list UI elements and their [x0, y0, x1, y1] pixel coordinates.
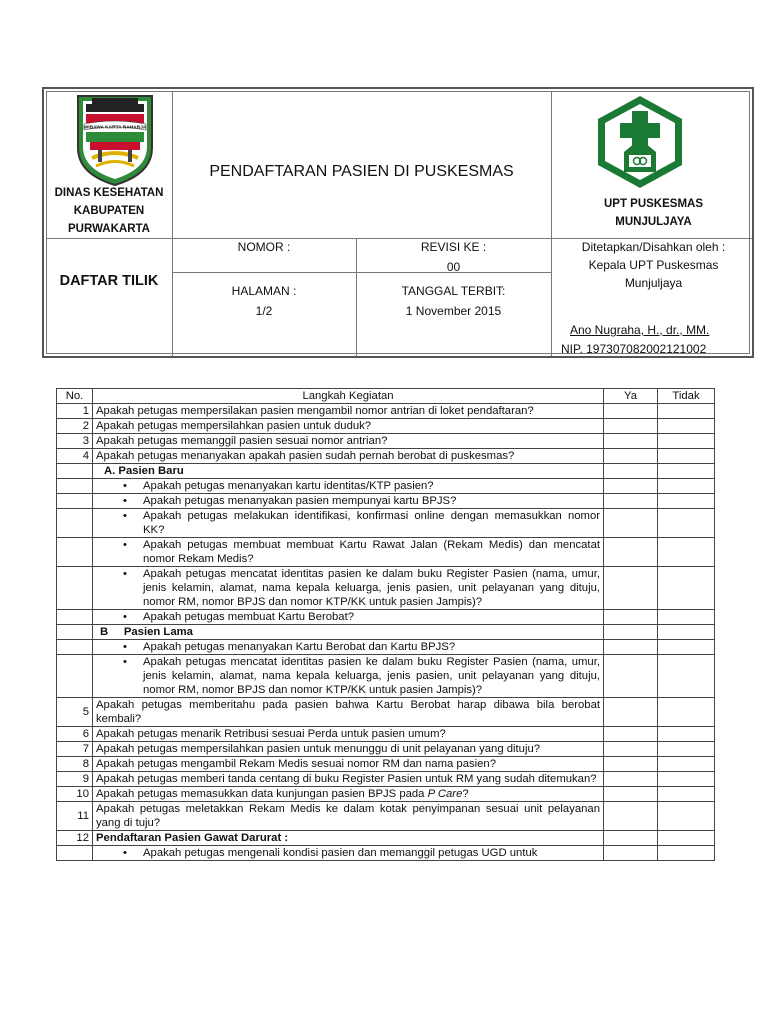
row-number — [57, 538, 93, 567]
ditetapkan-block — [551, 238, 756, 292]
row-activity — [93, 831, 604, 846]
daftar-tilik-label: DAFTAR TILIK — [59, 273, 159, 289]
revisi-value: 00 — [446, 260, 461, 274]
table-row — [57, 625, 715, 640]
tidak-cell[interactable] — [658, 655, 715, 698]
ya-cell[interactable] — [604, 434, 658, 449]
ya-cell[interactable] — [604, 509, 658, 538]
table-row — [57, 831, 715, 846]
row-activity — [93, 802, 604, 831]
row-activity-text: Apakah petugas mempersilahkan pasien untuk duduk? — [96, 420, 372, 432]
crest-ribbon-text: WIBAWA KARTA RAHARJA — [83, 125, 147, 131]
tidak-cell[interactable] — [658, 787, 715, 802]
tidak-cell[interactable] — [658, 464, 715, 479]
table-row — [57, 757, 715, 772]
ya-cell[interactable] — [604, 625, 658, 640]
table-row — [57, 479, 715, 494]
ditetapkan-line: Kepala UPT Puskesmas — [588, 258, 719, 272]
purwakarta-crest-icon — [72, 92, 158, 188]
tidak-cell[interactable] — [658, 727, 715, 742]
row-activity-text: Apakah petugas mempersilahkan pasien untuk menunggu di unit pelayanan yang dituju? — [96, 743, 541, 755]
row-number: 5 — [57, 698, 93, 727]
ya-cell[interactable] — [604, 479, 658, 494]
tidak-cell[interactable] — [658, 434, 715, 449]
row-number — [57, 509, 93, 538]
tidak-cell[interactable] — [658, 610, 715, 625]
ya-cell[interactable] — [604, 610, 658, 625]
tidak-cell[interactable] — [658, 757, 715, 772]
ya-cell[interactable] — [604, 757, 658, 772]
tanggal-label: TANGGAL TERBIT: — [401, 284, 506, 298]
table-row — [57, 434, 715, 449]
tidak-cell[interactable] — [658, 698, 715, 727]
row-activity-text: • Apakah petugas melakukan identifikasi, konfirmasi online dengan memasukkan nomor KK? — [96, 509, 600, 537]
table-row — [57, 610, 715, 625]
table-row — [57, 419, 715, 434]
col-header-no: No. — [57, 389, 93, 404]
row-activity-text: • Apakah petugas menanyakan pasien mempunyai kartu BPJS? — [96, 494, 600, 508]
table-row — [57, 538, 715, 567]
document-title: PENDAFTARAN PASIEN DI PUSKESMAS — [209, 163, 514, 180]
nomor-label: NOMOR : — [237, 240, 291, 254]
agency-name — [46, 184, 172, 238]
row-activity-text: • Apakah petugas membuat membuat Kartu Rawat Jalan (Rekam Medis) dan mencatat nomor Rekam Medis? — [96, 538, 600, 566]
row-number: 12 — [57, 831, 93, 846]
row-number — [57, 655, 93, 698]
agency-name-line: DINAS KESEHATAN — [54, 187, 164, 199]
row-activity-text-part: ? — [462, 788, 469, 800]
upt-name-line: UPT PUSKESMAS — [603, 198, 704, 210]
row-activity-text: Pendaftaran Pasien Gawat Darurat : — [96, 832, 289, 844]
row-activity-text: Apakah petugas meletakkan Rekam Medis ke dalam kotak penyimpanan sesuai unit pelayanan yang di tuju? — [96, 803, 600, 829]
row-activity — [93, 698, 604, 727]
row-activity — [93, 727, 604, 742]
signatory-name: Ano Nugraha, H., dr., MM. — [570, 323, 710, 337]
row-activity-text: B Pasien Lama — [100, 626, 193, 638]
tidak-cell[interactable] — [658, 742, 715, 757]
table-row — [57, 802, 715, 831]
table-header-row — [57, 389, 715, 404]
table-row — [57, 509, 715, 538]
tidak-cell[interactable] — [658, 772, 715, 787]
ditetapkan-line: Munjuljaya — [624, 276, 683, 290]
table-row — [57, 772, 715, 787]
row-activity-text: Apakah petugas mempersilakan pasien mengambil nomor antrian di loket pendaftaran? — [96, 405, 534, 417]
row-activity — [93, 479, 604, 494]
row-activity — [93, 625, 604, 640]
ya-cell[interactable] — [604, 449, 658, 464]
row-number — [57, 846, 93, 861]
row-activity-text: Apakah petugas memberi tanda centang di buku Register Pasien untuk RM yang sudah ditemukan? — [96, 773, 597, 785]
row-activity — [93, 419, 604, 434]
checklist-table — [56, 388, 715, 861]
row-activity-text: Apakah petugas memanggil pasien sesuai nomor antrian? — [96, 435, 388, 447]
ya-cell[interactable] — [604, 494, 658, 509]
ya-cell[interactable] — [604, 727, 658, 742]
row-number: 10 — [57, 787, 93, 802]
row-activity — [93, 494, 604, 509]
document-header — [42, 87, 754, 358]
table-row — [57, 494, 715, 509]
halaman-label: HALAMAN : — [231, 284, 297, 298]
row-activity-text-part: Apakah petugas memasukkan data kunjungan pasien BPJS pada — [96, 788, 428, 800]
row-number: 7 — [57, 742, 93, 757]
ya-cell[interactable] — [604, 698, 658, 727]
row-number: 2 — [57, 419, 93, 434]
tidak-cell[interactable] — [658, 479, 715, 494]
tidak-cell[interactable] — [658, 449, 715, 464]
revisi-label: REVISI KE : — [420, 240, 487, 254]
row-number — [57, 567, 93, 610]
table-row — [57, 787, 715, 802]
row-number: 11 — [57, 802, 93, 831]
row-number — [57, 610, 93, 625]
row-activity-text: Apakah petugas memberitahu pada pasien bahwa Kartu Berobat harap dibawa bila berobat kembali? — [96, 699, 600, 725]
row-number: 1 — [57, 404, 93, 419]
row-activity — [93, 846, 604, 861]
tidak-cell[interactable] — [658, 640, 715, 655]
row-activity-text: Apakah petugas menanyakan apakah pasien sudah pernah berobat di puskesmas? — [96, 450, 515, 462]
checklist-body — [57, 404, 715, 861]
tidak-cell[interactable] — [658, 846, 715, 861]
tidak-cell[interactable] — [658, 802, 715, 831]
col-header-ya: Ya — [604, 389, 658, 404]
ya-cell[interactable] — [604, 404, 658, 419]
row-activity-text: A. Pasien Baru — [104, 465, 184, 477]
row-activity — [93, 404, 604, 419]
row-activity-italic: P Care — [427, 788, 463, 800]
row-activity-text — [96, 787, 600, 801]
row-number — [57, 494, 93, 509]
row-activity — [93, 538, 604, 567]
table-row — [57, 404, 715, 419]
tidak-cell[interactable] — [658, 567, 715, 610]
col-header-tidak: Tidak — [658, 389, 715, 404]
signatory-nip: NIP. 197307082002121002 — [561, 342, 707, 356]
row-activity-text: • Apakah petugas mencatat identitas pasien ke dalam buku Register Pasien (nama, umur, jenis kelamin, alamat, nama kepala keluarga, jenis pasien, unit pelayanan yang dituju, nomor RM, nomor BPJS dan nomor KTP/KK untuk pasien Jampis)? — [96, 655, 600, 697]
upt-name — [551, 195, 756, 231]
table-row — [57, 464, 715, 479]
row-number: 3 — [57, 434, 93, 449]
row-number — [57, 464, 93, 479]
ya-cell[interactable] — [604, 464, 658, 479]
row-activity — [93, 655, 604, 698]
ya-cell[interactable] — [604, 742, 658, 757]
halaman-value: 1/2 — [255, 304, 273, 318]
ya-cell[interactable] — [604, 787, 658, 802]
row-activity-text: • Apakah petugas mencatat identitas pasien ke dalam buku Register Pasien (nama, umur, jenis kelamin, alamat, nama kepala keluarga, jenis pasien, unit pelayanan yang dituju, nomor RM, nomor BPJS dan nomor KTP/KK untuk pasien Jampis)? — [96, 567, 600, 609]
row-activity-text: • Apakah petugas mengenali kondisi pasien dan memanggil petugas UGD untuk — [96, 846, 600, 860]
table-row — [57, 640, 715, 655]
puskesmas-logo-icon — [590, 92, 690, 192]
row-number — [57, 479, 93, 494]
ditetapkan-line: Ditetapkan/Disahkan oleh : — [581, 240, 726, 254]
row-number — [57, 640, 93, 655]
ya-cell[interactable] — [604, 419, 658, 434]
row-activity — [93, 772, 604, 787]
row-activity — [93, 640, 604, 655]
row-number: 6 — [57, 727, 93, 742]
tanggal-value: 1 November 2015 — [405, 304, 502, 318]
agency-name-line: PURWAKARTA — [68, 223, 150, 235]
row-number: 8 — [57, 757, 93, 772]
table-row — [57, 698, 715, 727]
agency-name-line: KABUPATEN — [73, 205, 145, 217]
row-activity — [93, 757, 604, 772]
tidak-cell[interactable] — [658, 509, 715, 538]
ya-cell[interactable] — [604, 538, 658, 567]
ya-cell[interactable] — [604, 772, 658, 787]
row-activity-text: • Apakah petugas membuat Kartu Berobat? — [96, 610, 600, 624]
upt-name-line: MUNJULJAYA — [615, 216, 692, 228]
table-row — [57, 449, 715, 464]
col-header-langkah: Langkah Kegiatan — [93, 389, 604, 404]
tidak-cell[interactable] — [658, 419, 715, 434]
row-activity — [93, 449, 604, 464]
table-row — [57, 567, 715, 610]
table-row — [57, 742, 715, 757]
row-activity — [93, 787, 604, 802]
row-activity — [93, 434, 604, 449]
row-activity — [93, 509, 604, 538]
ya-cell[interactable] — [604, 655, 658, 698]
row-number: 9 — [57, 772, 93, 787]
tidak-cell[interactable] — [658, 831, 715, 846]
ya-cell[interactable] — [604, 640, 658, 655]
table-row — [57, 727, 715, 742]
row-activity — [93, 610, 604, 625]
ya-cell[interactable] — [604, 567, 658, 610]
row-activity-text: • Apakah petugas menanyakan Kartu Berobat dan Kartu BPJS? — [96, 640, 600, 654]
ya-cell[interactable] — [604, 831, 658, 846]
ya-cell[interactable] — [604, 846, 658, 861]
row-activity-text: • Apakah petugas menanyakan kartu identitas/KTP pasien? — [96, 479, 600, 493]
row-activity — [93, 567, 604, 610]
table-row — [57, 655, 715, 698]
row-activity — [93, 464, 604, 479]
tidak-cell[interactable] — [658, 625, 715, 640]
row-activity-text: Apakah petugas menarik Retribusi sesuai Perda untuk pasien umum? — [96, 728, 446, 740]
row-number — [57, 625, 93, 640]
tidak-cell[interactable] — [658, 494, 715, 509]
tidak-cell[interactable] — [658, 538, 715, 567]
ya-cell[interactable] — [604, 802, 658, 831]
tidak-cell[interactable] — [658, 404, 715, 419]
row-activity-text: Apakah petugas mengambil Rekam Medis sesuai nomor RM dan nama pasien? — [96, 758, 496, 770]
table-row — [57, 846, 715, 861]
row-number: 4 — [57, 449, 93, 464]
row-activity — [93, 742, 604, 757]
